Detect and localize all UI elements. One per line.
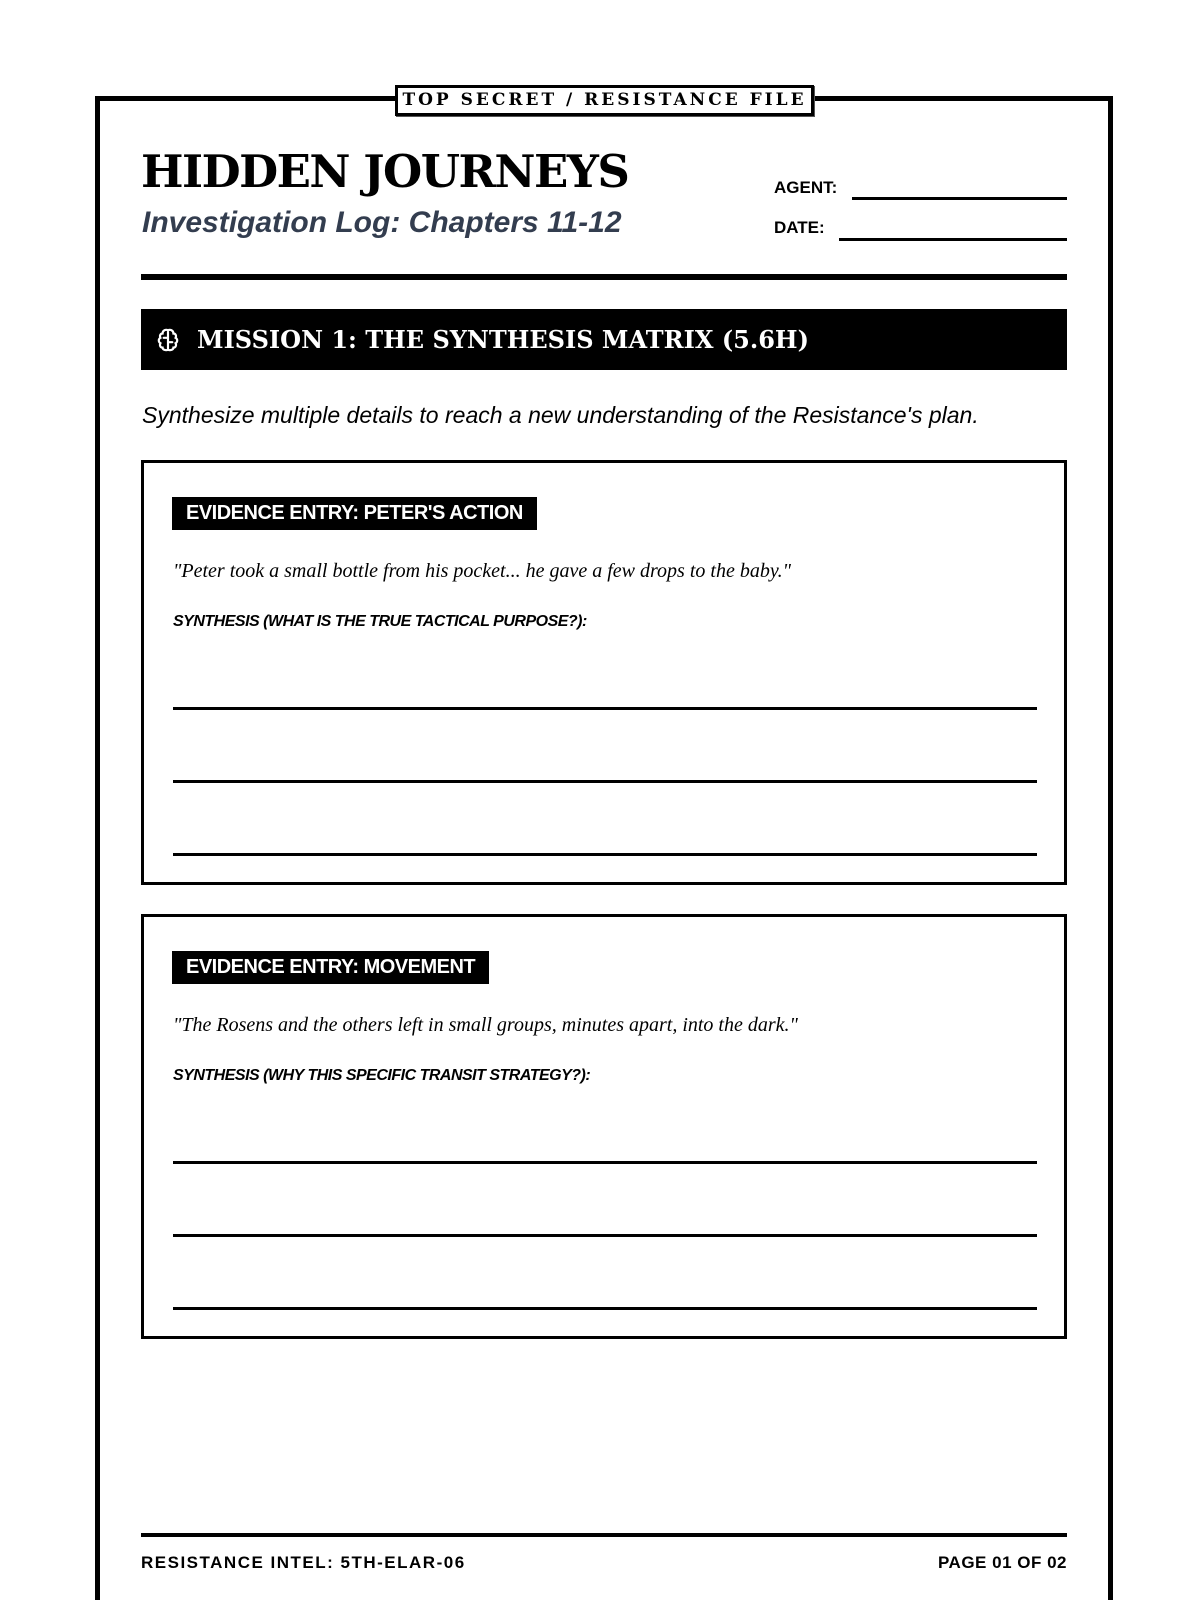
answer-line[interactable] <box>173 1161 1037 1164</box>
mission-intro: Synthesize multiple details to reach a new understanding of the Resistance's plan. <box>142 402 979 428</box>
date-label: DATE: <box>774 218 825 237</box>
mission-header <box>141 309 1067 370</box>
evidence-quote: "Peter took a small bottle from his pocket... he gave a few drops to the baby." <box>173 560 791 582</box>
header-divider <box>141 274 1067 280</box>
footer-divider <box>141 1533 1067 1537</box>
agent-field[interactable] <box>852 197 1067 200</box>
synthesis-prompt: SYNTHESIS (WHAT IS THE TRUE TACTICAL PURPOSE?): <box>173 613 587 630</box>
answer-line[interactable] <box>173 1234 1037 1237</box>
evidence-tag: EVIDENCE ENTRY: MOVEMENT <box>172 951 489 984</box>
page-title: HIDDEN JOURNEYS <box>141 145 629 198</box>
synthesis-prompt: SYNTHESIS (WHY THIS SPECIFIC TRANSIT STRATEGY?): <box>173 1067 591 1084</box>
answer-line[interactable] <box>173 707 1037 710</box>
evidence-entry <box>141 460 1067 885</box>
footer-intel-code: RESISTANCE INTEL: 5TH-ELAR-06 <box>141 1553 466 1572</box>
evidence-quote: "The Rosens and the others left in small groups, minutes apart, into the dark." <box>173 1014 798 1036</box>
date-field[interactable] <box>839 238 1067 241</box>
mission-title: MISSION 1: THE SYNTHESIS MATRIX (5.6H) <box>197 325 809 354</box>
classification-stamp: TOP SECRET / RESISTANCE FILE <box>395 85 814 116</box>
footer-page-number: PAGE 01 OF 02 <box>937 1553 1067 1572</box>
answer-line[interactable] <box>173 780 1037 783</box>
brain-icon <box>155 327 181 353</box>
evidence-tag: EVIDENCE ENTRY: PETER'S ACTION <box>172 497 537 530</box>
answer-line[interactable] <box>173 1307 1037 1310</box>
answer-line[interactable] <box>173 853 1037 856</box>
page-subtitle: Investigation Log: Chapters 11-12 <box>142 206 622 239</box>
evidence-entry <box>141 914 1067 1339</box>
agent-label: AGENT: <box>774 178 838 197</box>
